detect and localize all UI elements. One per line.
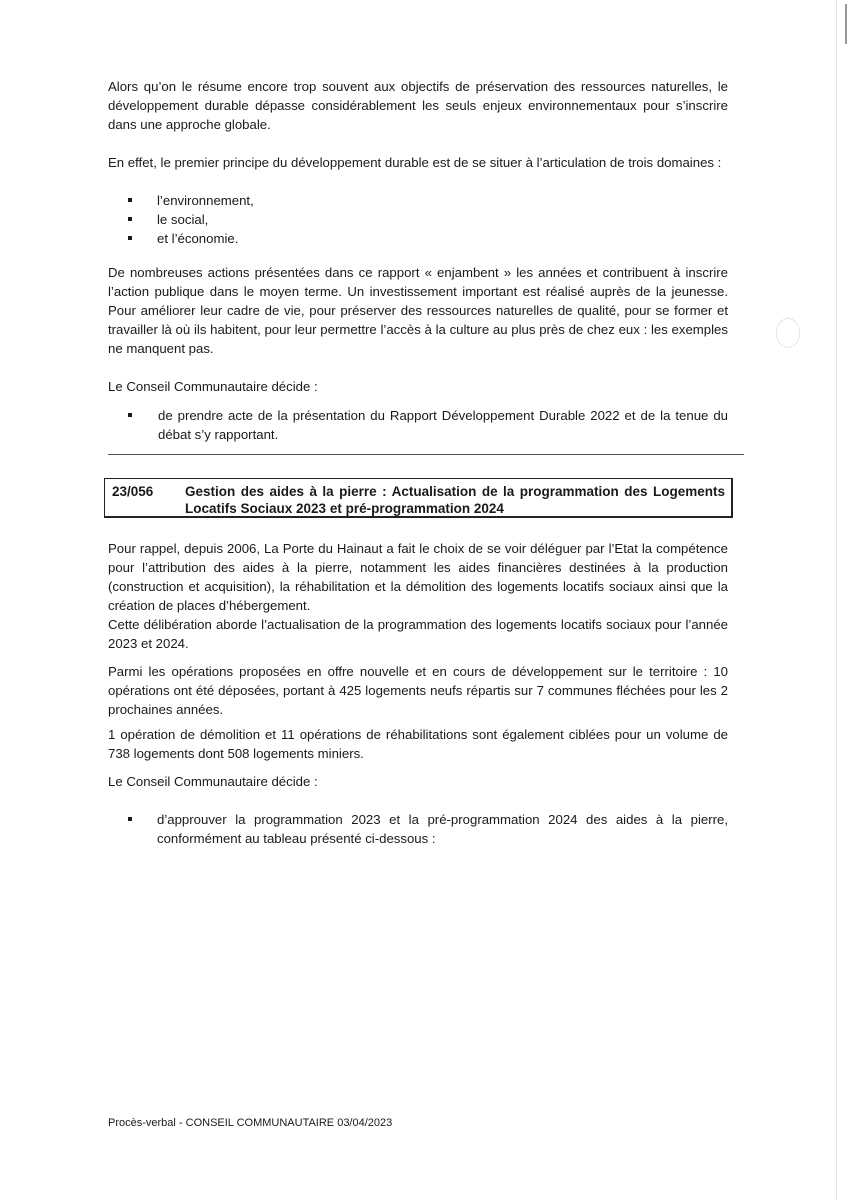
bullet-square-icon <box>128 236 132 240</box>
scan-edge-line <box>836 0 837 1200</box>
paragraph-demolition: 1 opération de démolition et 11 opérations de réhabilitations sont également ciblées pour un volume de 738 logements dont 508 logements miniers. <box>108 727 728 761</box>
paragraph-actions: De nombreuses actions présentées dans ce rapport « enjambent » les années et contribuent à inscrire l’action publique dans le moyen terme. Un investissement important est réalisé auprès de la jeunesse. Pour améliorer leur cadre de vie, pour préserver des ressources naturelles de qualité, pour se former et travailler là où ils habitent, pour leur permettre l’accès à la culture au plus près de chez eux : les exemples ne manquent pas. <box>108 265 728 356</box>
paragraph-three-domains: En effet, le premier principe du développement durable est de se situer à l’articulation de trois domaines : <box>108 155 722 170</box>
deliberation-header-box <box>104 478 733 518</box>
faint-stamp-mark <box>776 318 800 348</box>
paragraph-operations: Parmi les opérations proposées en offre nouvelle et en cours de développement sur le territoire : 10 opérations ont été déposées, portant à 425 logements neufs répartis sur 7 communes fléchées pour les 2 prochaines années. <box>108 664 728 717</box>
bullet-square-icon <box>128 198 132 202</box>
list-item-text: le social, <box>157 212 209 227</box>
bullet-square-icon <box>128 217 132 221</box>
decision-item <box>128 406 728 444</box>
deliberation-number: 23/056 <box>112 484 154 499</box>
paragraph-update: Cette délibération aborde l’actualisation de la programmation des logements locatifs sociaux pour l’année 2023 et 2024. <box>108 617 728 651</box>
decision-text: de prendre acte de la présentation du Rapport Développement Durable 2022 et de la tenue du débat s’y rapportant. <box>158 408 728 442</box>
decision-intro: Le Conseil Communautaire décide : <box>108 379 318 394</box>
decision-text: d’approuver la programmation 2023 et la pré-programmation 2024 des aides à la pierre, conformément au tableau présenté ci-dessous : <box>157 812 728 846</box>
list-item <box>128 210 728 229</box>
decision-item <box>128 810 728 848</box>
list-item-text: et l’économie. <box>157 231 239 246</box>
page-footer: Procès-verbal - CONSEIL COMMUNAUTAIRE 03/04/2023 <box>108 1117 393 1129</box>
scan-edge-mark <box>845 4 847 44</box>
deliberation-title: Gestion des aides à la pierre : Actualisation de la programmation des Logements Locatifs Sociaux 2023 et pré-programmation 2024 <box>185 484 725 516</box>
list-item <box>128 191 728 210</box>
section-divider <box>108 454 744 455</box>
bullet-square-icon <box>128 413 132 417</box>
paragraph-sd-intro: Alors qu’on le résume encore trop souvent aux objectifs de préservation des ressources naturelles, le développement durable dépasse considérablement les seuls enjeux environnementaux pour s’inscrire dans une approche globale. <box>108 79 728 132</box>
list-item-text: l’environnement, <box>157 193 254 208</box>
bullet-square-icon <box>128 817 132 821</box>
list-item <box>128 229 728 248</box>
decision-intro: Le Conseil Communautaire décide : <box>108 774 318 789</box>
paragraph-reminder: Pour rappel, depuis 2006, La Porte du Hainaut a fait le choix de se voir déléguer par l’Etat la compétence pour l’attribution des aides à la pierre, notamment les aides financières destinées à la production (construction et acquisition), la réhabilitation et la démolition des logements locatifs sociaux ainsi que la création de places d’hébergement. <box>108 541 728 613</box>
